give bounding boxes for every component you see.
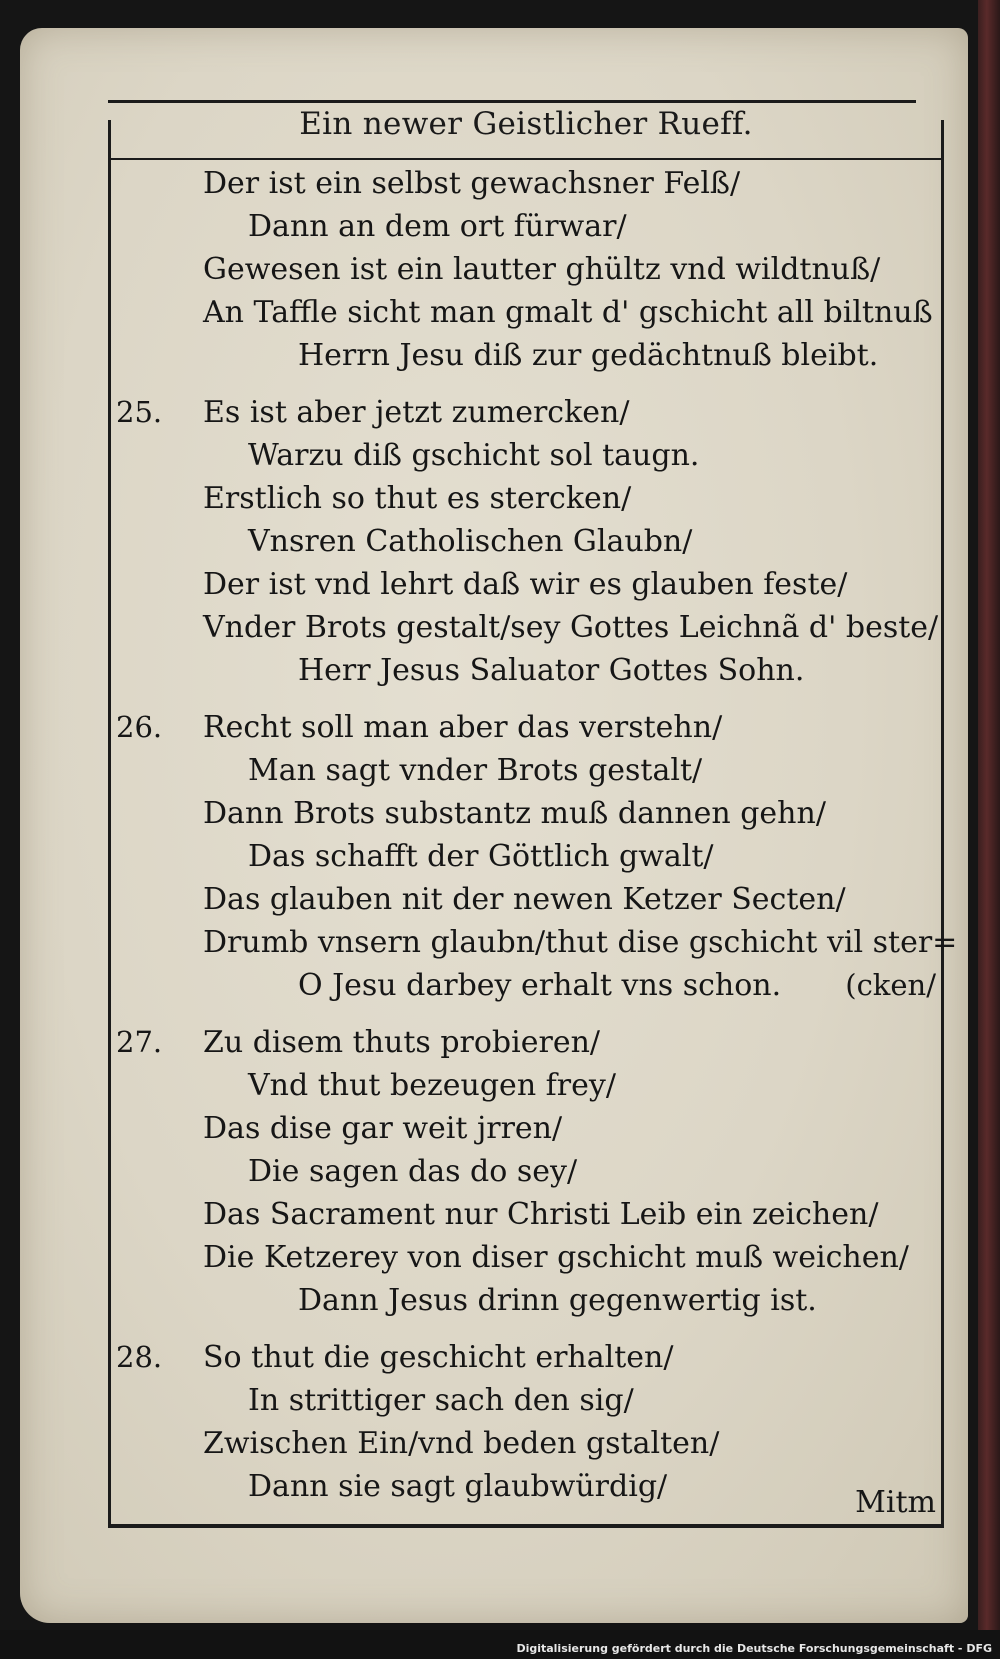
verse-line-text: Erstlich so thut es stercken/ [203, 481, 632, 516]
verse-line-text: Das dise gar weit jrren/ [203, 1111, 563, 1146]
verse-line-text: Dann sie sagt glaubwürdig/ [248, 1469, 668, 1504]
top-rule [108, 100, 916, 103]
running-head: Ein newer Geistlicher Rueff. [299, 106, 753, 142]
verse-line [108, 1236, 944, 1279]
book-spine [978, 0, 1000, 1630]
verse-line-text: Warzu diß gschicht sol taugn. [248, 438, 700, 473]
verse-line-text: Das glauben nit der newen Ketzer Secten/ [203, 882, 846, 917]
verse-line [108, 1021, 944, 1064]
stanza-gap [108, 692, 944, 706]
verse-line-text: Dann Jesus drinn gegenwertig ist. [298, 1283, 817, 1318]
verse-line [108, 334, 944, 377]
verse-line [108, 1422, 944, 1465]
verse-line-text: Drumb vnsern glaubn/thut dise gschicht vil ster= [203, 925, 958, 960]
verse-line-text: Dann an dem ort fürwar/ [248, 209, 627, 244]
verse-line-text: Man sagt vnder Brots gestalt/ [248, 753, 703, 788]
stanza [108, 1336, 944, 1508]
stanza-gap [108, 1007, 944, 1021]
stanza-number: 27. [116, 1025, 163, 1059]
verse-line [108, 1064, 944, 1107]
verse-line [108, 1193, 944, 1236]
verse-line-text: Der ist vnd lehrt daß wir es glauben feste/ [203, 567, 848, 602]
verse-line-text: Gewesen ist ein lautter ghültz vnd wildtnuß/ [203, 252, 881, 287]
stanza-number: 26. [116, 710, 163, 744]
stanza [108, 391, 944, 692]
verse-line [108, 792, 944, 835]
verse-line-text: Vnsren Catholischen Glaubn/ [248, 524, 693, 559]
verse-line-text: Herrn Jesu diß zur gedächtnuß bleibt. [298, 338, 879, 373]
verse-line [108, 835, 944, 878]
verse-line [108, 248, 944, 291]
verse-line [108, 1150, 944, 1193]
verse-line-text: Herr Jesus Saluator Gottes Sohn. [298, 653, 805, 688]
verse-line-text: Der ist ein selbst gewachsner Felß/ [203, 166, 741, 201]
verse-line [108, 1379, 944, 1422]
verse-text [108, 162, 958, 1508]
stanza [108, 706, 958, 1007]
verse-line [108, 606, 944, 649]
verse-line-text: Das schafft der Göttlich gwalt/ [248, 839, 714, 874]
verse-line [108, 1279, 944, 1322]
verse-line-text: O Jesu darbey erhalt vns schon. [298, 968, 782, 1003]
verse-line [108, 706, 944, 749]
verse-line [108, 921, 958, 964]
verse-line [108, 434, 944, 477]
verse-line-text: Die sagen das do sey/ [248, 1154, 578, 1189]
verse-line [108, 291, 944, 334]
verse-line [108, 205, 944, 248]
verse-line [108, 1336, 944, 1379]
verse-line-text: So thut die geschicht erhalten/ [203, 1340, 674, 1375]
verse-line [108, 563, 944, 606]
verse-line-text: Recht soll man aber das verstehn/ [203, 710, 723, 745]
verse-line [108, 649, 944, 692]
verse-line [108, 964, 944, 1007]
verse-line-text: Die Ketzerey von diser gschicht muß weichen/ [203, 1240, 909, 1275]
catchword: Mitm [855, 1485, 936, 1520]
verse-line-text: Dann Brots substantz muß dannen gehn/ [203, 796, 826, 831]
stanza-gap [108, 377, 944, 391]
verse-line [108, 1107, 944, 1150]
verse-line-text: An Taffle sicht man gmalt d' gschicht all biltnuß [203, 295, 933, 330]
stanza [108, 1021, 944, 1322]
verse-line [108, 520, 944, 563]
stanza-gap [108, 1322, 944, 1336]
verse-line-text: Zwischen Ein/vnd beden gstalten/ [203, 1426, 720, 1461]
verse-line-text: Zu disem thuts probieren/ [203, 1025, 601, 1060]
stanza [108, 162, 944, 377]
verse-line [108, 749, 944, 792]
line-carryover: (cken/ [845, 968, 936, 1002]
verse-line-text: Das Sacrament nur Christi Leib ein zeichen/ [203, 1197, 879, 1232]
verse-line-text: Vnder Brots gestalt/sey Gottes Leichnã d' beste/ [203, 610, 939, 645]
verse-line [108, 162, 944, 205]
verse-line [108, 878, 944, 921]
verse-line [108, 391, 944, 434]
stanza-number: 28. [116, 1340, 163, 1374]
verse-line-text: Vnd thut bezeugen frey/ [248, 1068, 616, 1103]
verse-line-text: Es ist aber jetzt zumercken/ [203, 395, 630, 430]
verse-line-text: In strittiger sach den sig/ [248, 1383, 634, 1418]
stanza-number: 25. [116, 395, 163, 429]
digitization-credit: Digitalisierung gefördert durch die Deutsche Forschungsgemeinschaft - DFG [516, 1642, 992, 1655]
verse-line [108, 477, 944, 520]
